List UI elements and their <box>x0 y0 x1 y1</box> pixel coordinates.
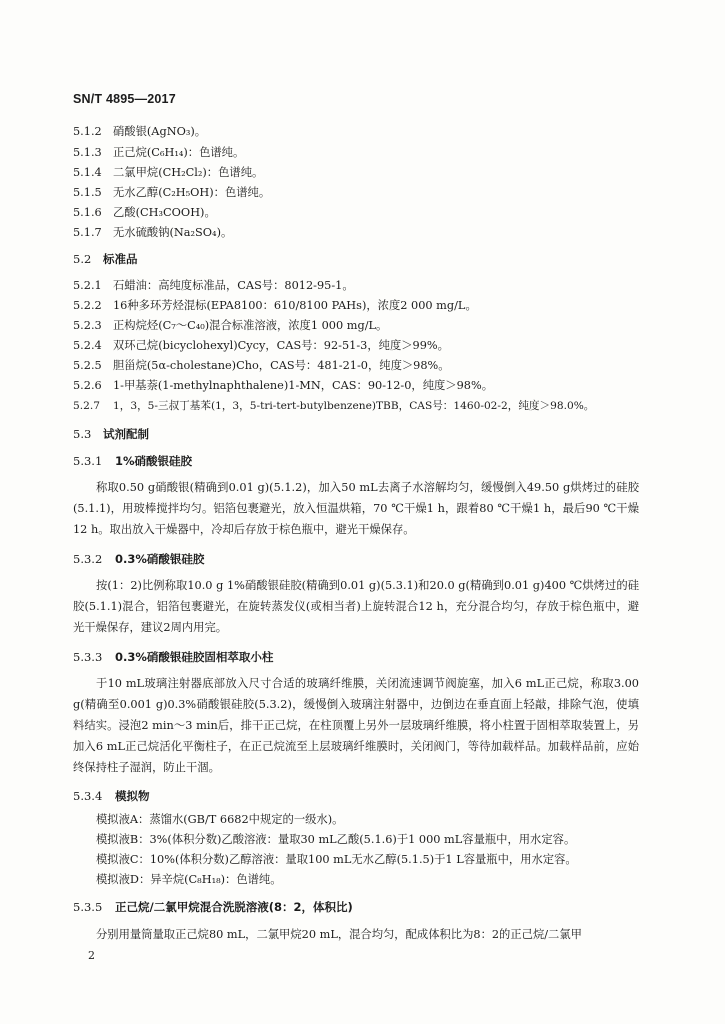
simulant-c: 模拟液C：10%(体积分数)乙醇溶液：量取100 mL无水乙醇(5.1.5)于1 L容量瓶中，用水定容。 <box>96 853 577 866</box>
standard-number-header: SN/T 4895—2017 <box>73 92 176 106</box>
section-number: 5.3.2 <box>73 552 103 566</box>
section-number: 5.2 <box>73 252 92 266</box>
section-number: 5.3 <box>73 427 92 441</box>
item-5-2-7 <box>73 399 594 413</box>
item-text: 胆甾烷(5α-cholestane)Cho，CAS号：481-21-0，纯度＞98%。 <box>113 359 450 372</box>
item-text: 双环己烷(bicyclohexyl)Cycy，CAS号：92-51-3，纯度＞99%。 <box>113 339 449 352</box>
item-number: 5.2.3 <box>73 319 102 332</box>
item-text: 无水乙醇(C₂H₅OH)：色谱纯。 <box>113 186 271 199</box>
item-5-1-6 <box>73 206 216 220</box>
paragraph-5-3-1: 称取0.50 g硝酸银(精确到0.01 g)(5.1.2)，加入50 mL去离子水溶解均匀，缓慢倒入49.50 g烘烤过的硅胶(5.1.1)，用玻棒搅拌均匀。铝箔包裹避光，放入恒温烘箱，70 ℃干燥1 h，跟着80 ℃干燥1 h，最后90 ℃干燥12 h。取出放入干燥器中，冷却后存放于棕色瓶中，避光干燥保存。 <box>73 481 639 536</box>
section-5-3-3-heading <box>73 650 273 664</box>
item-text: 1-甲基萘(1-methylnaphthalene)1-MN，CAS：90-12-0，纯度＞98%。 <box>113 379 494 392</box>
item-5-2-1 <box>73 279 354 293</box>
item-number: 5.1.3 <box>73 146 102 159</box>
section-title: 0.3%硝酸银硅胶固相萃取小柱 <box>115 650 274 664</box>
item-number: 5.1.4 <box>73 166 102 179</box>
section-title: 试剂配制 <box>103 427 149 441</box>
item-5-2-5 <box>73 359 450 373</box>
section-title: 正己烷/二氯甲烷混合洗脱溶液(8：2，体积比) <box>115 900 353 914</box>
item-number: 5.2.2 <box>73 299 102 312</box>
item-text: 16种多环芳烃混标(EPA8100：610/8100 PAHs)，浓度2 000 mg/L。 <box>113 299 477 312</box>
paragraph-5-3-5: 分别用量筒量取正己烷80 mL，二氯甲烷20 mL，混合均匀，配成体积比为8：2的正己烷/二氯甲 <box>96 928 582 941</box>
simulant-a: 模拟液A：蒸馏水(GB/T 6682中规定的一级水)。 <box>96 813 344 826</box>
item-text: 无水硫酸钠(Na₂SO₄)。 <box>113 226 233 239</box>
item-number: 5.2.6 <box>73 379 102 392</box>
item-number: 5.2.5 <box>73 359 102 372</box>
item-text: 硝酸银(AgNO₃)。 <box>113 125 207 138</box>
item-number: 5.1.7 <box>73 226 102 239</box>
item-text: 正己烷(C₆H₁₄)：色谱纯。 <box>113 146 245 159</box>
section-5-2-heading <box>73 252 138 266</box>
paragraph-5-3-2: 按(1：2)比例称取10.0 g 1%硝酸银硅胶(精确到0.01 g)(5.3.1)和20.0 g(精确到0.01 g)400 ℃烘烤过的硅胶(5.1.1)混合，铝箔包裹避光，在旋转蒸发仪(或相当者)上旋转混合12 h，充分混合均匀，存放于棕色瓶中，避光干燥保存，建议2周内用完。 <box>73 579 639 634</box>
item-5-2-6 <box>73 379 493 393</box>
section-5-3-1-heading <box>73 454 192 468</box>
section-5-3-4-heading <box>73 789 150 803</box>
item-5-2-2 <box>73 299 477 313</box>
item-5-2-3 <box>73 319 387 333</box>
section-title: 标准品 <box>103 252 138 266</box>
paragraph-5-3-3: 于10 mL玻璃注射器底部放入尺寸合适的玻璃纤维膜，关闭流速调节阀旋塞，加入6 mL正己烷，称取3.00 g(精确至0.001 g)0.3%硝酸银硅胶(5.3.2)，缓慢倒入玻璃注射器中，边倒边在垂直面上轻敲，排除气泡，使填料结实。浸泡2 min～3 min后，排干正己烷，在柱顶覆上另外一层玻璃纤维膜，将小柱置于固相萃取装置上，另加入6 mL正己烷活化平衡柱子，在正己烷流至上层玻璃纤维膜时，关闭阀门，等待加载样品。加载样品前，应始终保持柱子湿润，防止干涸。 <box>73 677 639 774</box>
item-text: 石蜡油：高纯度标准品，CAS号：8012-95-1。 <box>113 279 354 292</box>
simulant-b: 模拟液B：3%(体积分数)乙酸溶液：量取30 mL乙酸(5.1.6)于1 000 mL容量瓶中，用水定容。 <box>96 833 576 846</box>
item-5-1-2 <box>73 125 206 139</box>
section-5-3-heading <box>73 427 149 441</box>
item-text: 1，3，5-三叔丁基苯(1，3，5-tri-tert-butylbenzene)TBB，CAS号：1460-02-2，纯度＞98.0%。 <box>113 400 595 412</box>
item-number: 5.2.1 <box>73 279 102 292</box>
section-title: 模拟物 <box>115 789 150 803</box>
item-number: 5.2.4 <box>73 339 102 352</box>
section-title: 1%硝酸银硅胶 <box>115 454 193 468</box>
section-5-3-2-heading <box>73 552 204 566</box>
item-5-1-3 <box>73 146 244 160</box>
item-number: 5.2.7 <box>73 400 100 412</box>
section-number: 5.3.5 <box>73 900 103 914</box>
simulant-d: 模拟液D：异辛烷(C₈H₁₈)：色谱纯。 <box>96 873 282 886</box>
item-text: 正构烷烃(C₇～C₄₀)混合标准溶液，浓度1 000 mg/L。 <box>113 319 388 332</box>
item-number: 5.1.5 <box>73 186 102 199</box>
item-text: 乙酸(CH₃COOH)。 <box>113 206 216 219</box>
item-number: 5.1.6 <box>73 206 102 219</box>
section-number: 5.3.4 <box>73 789 103 803</box>
section-title: 0.3%硝酸银硅胶 <box>115 552 205 566</box>
item-5-2-4 <box>73 339 449 353</box>
item-5-1-5 <box>73 186 270 200</box>
item-5-1-7 <box>73 226 232 240</box>
item-text: 二氯甲烷(CH₂Cl₂)：色谱纯。 <box>113 166 264 179</box>
item-number: 5.1.2 <box>73 125 102 138</box>
item-5-1-4 <box>73 166 263 180</box>
page-number: 2 <box>88 949 95 962</box>
section-5-3-5-heading <box>73 900 353 914</box>
section-number: 5.3.3 <box>73 650 103 664</box>
section-number: 5.3.1 <box>73 454 103 468</box>
